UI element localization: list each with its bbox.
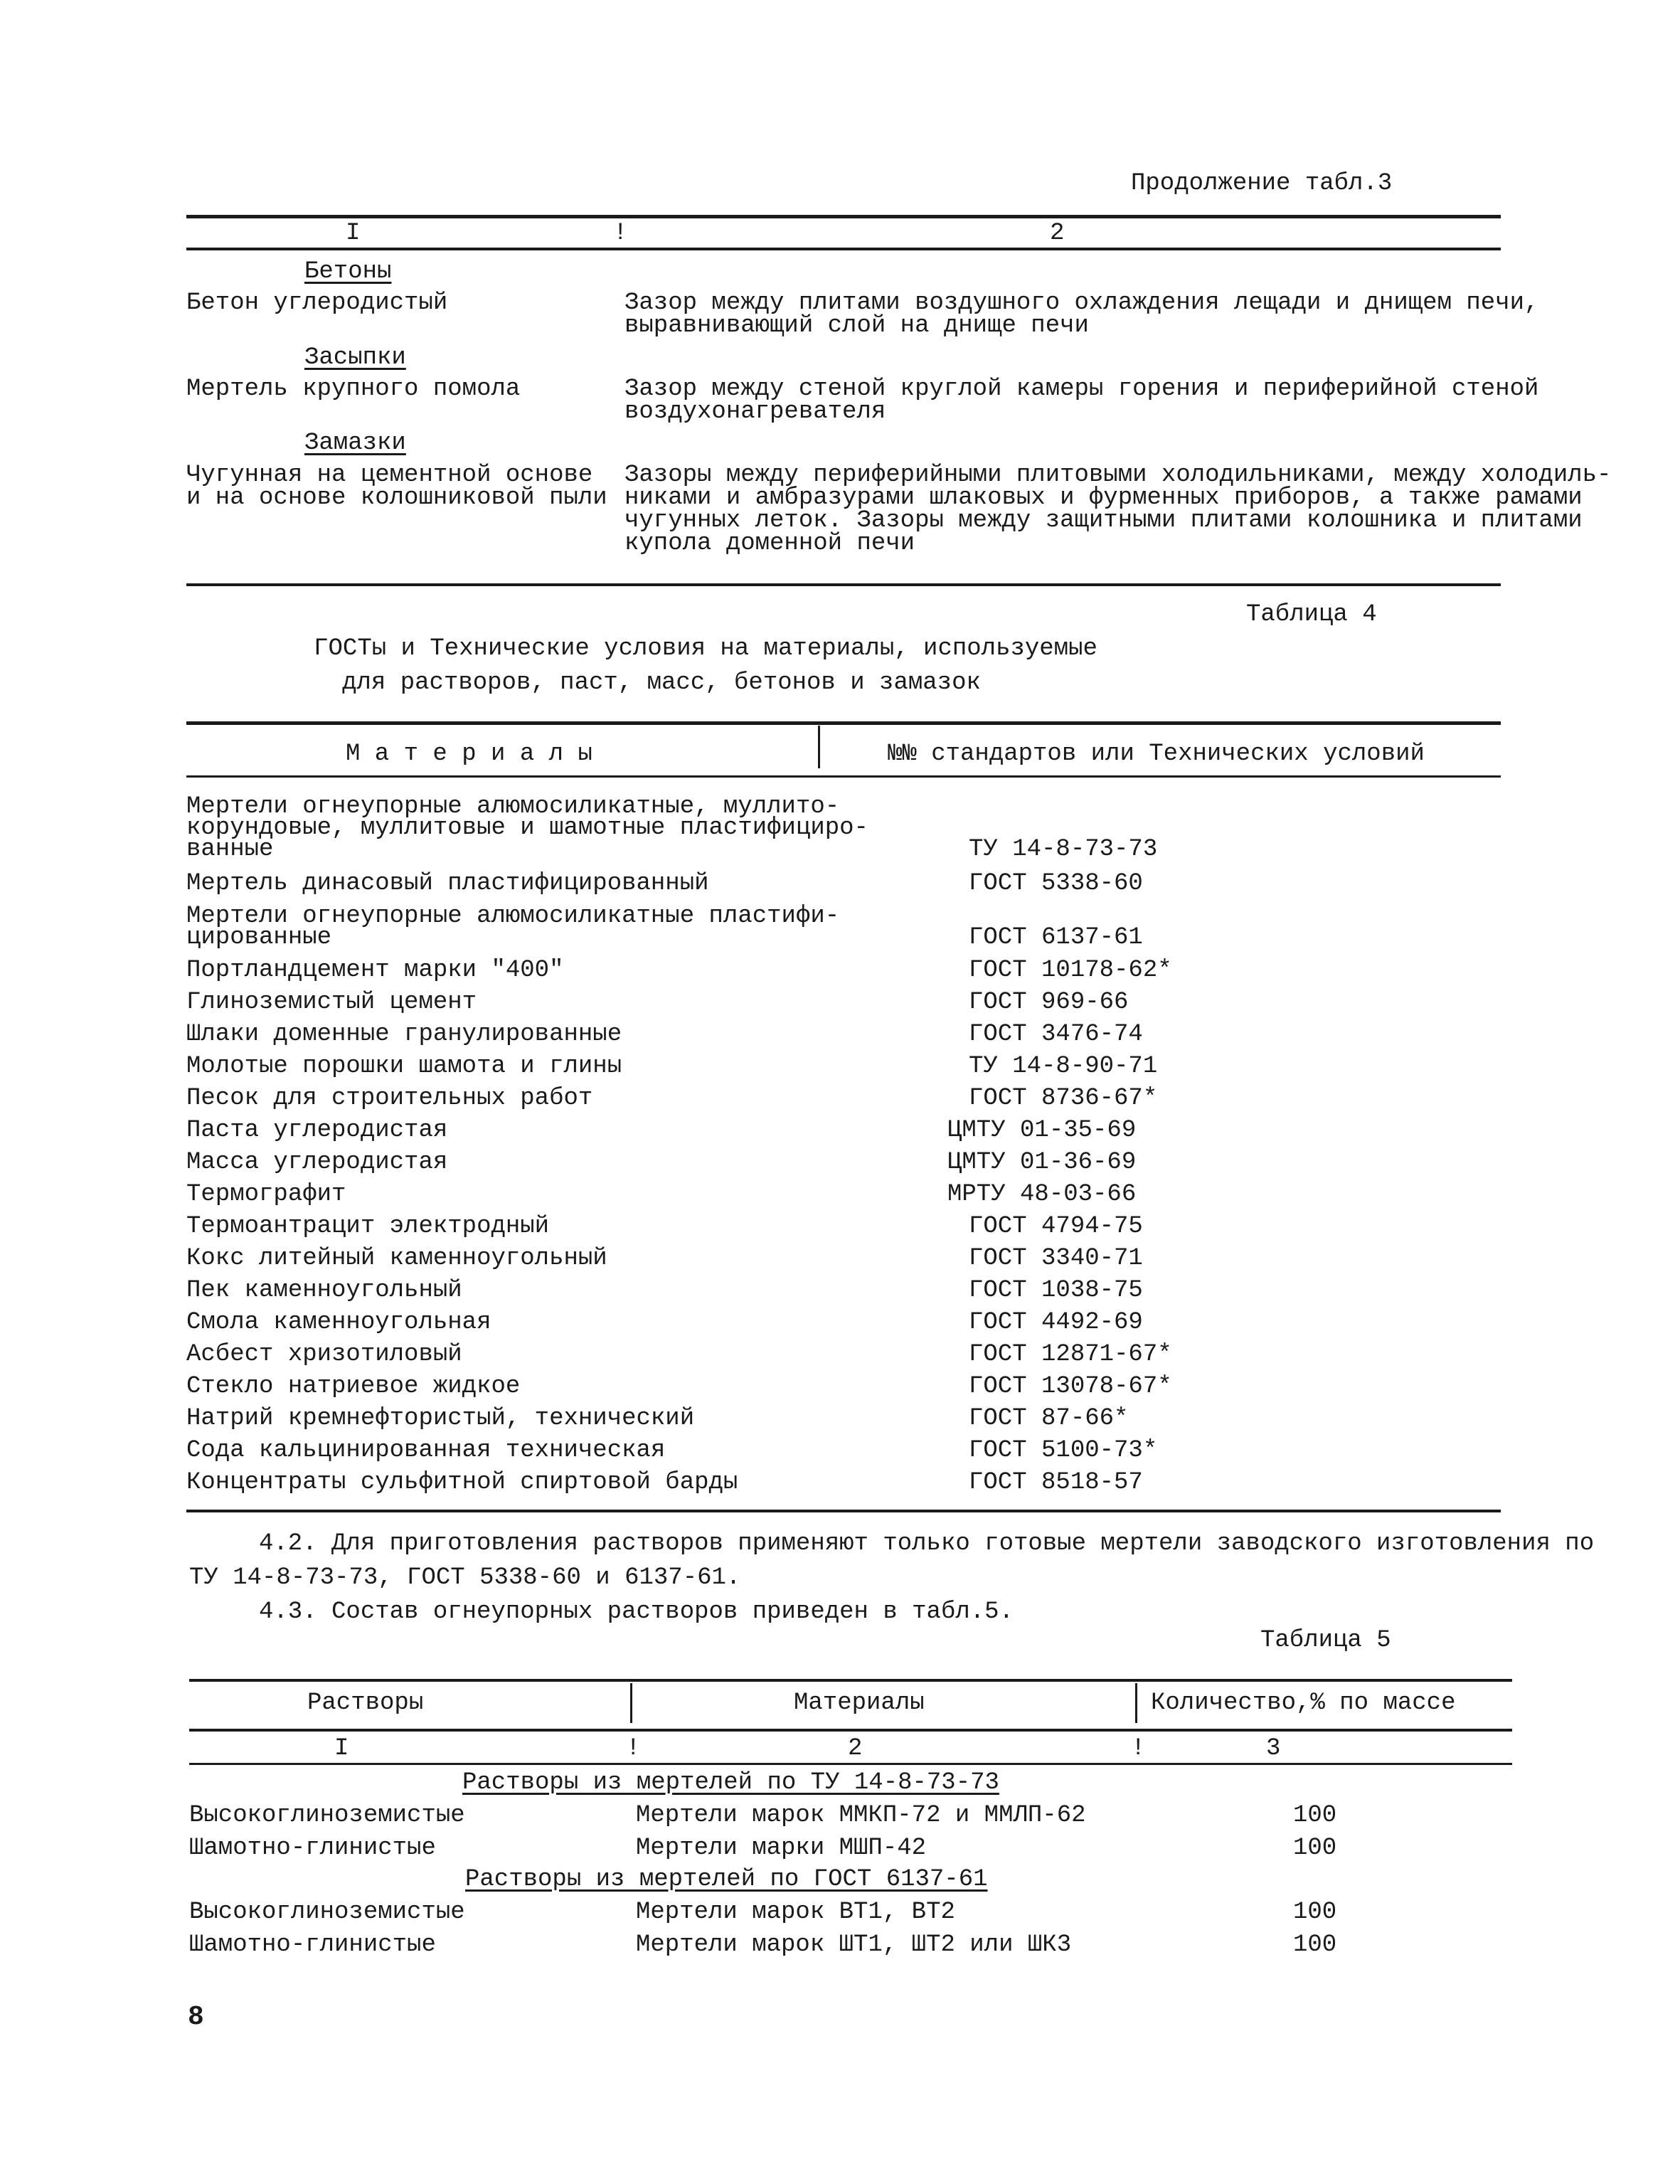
table4-header-rule — [186, 775, 1501, 778]
page-number: 8 — [188, 2002, 204, 2032]
table5-material: Мертели марок ШТ1, ШТ2 или ШК3 — [636, 1931, 1072, 1958]
table5-label: Таблица 5 — [1260, 1627, 1391, 1654]
table4-material: Портландцемент марки "400" — [186, 957, 564, 984]
table5-material: Мертели марки МШП-42 — [636, 1835, 927, 1862]
table4-standard: ГОСТ 5100-73* — [969, 1437, 1158, 1464]
table4-label: Таблица 4 — [1246, 601, 1377, 628]
material-coarse-mortar: Мертель крупного помола — [186, 376, 521, 403]
table4-material: Стекло натриевое жидкое — [186, 1373, 521, 1400]
paragraph-4-3: 4.3. Состав огнеупорных растворов приведен в табл.5. — [259, 1599, 1014, 1626]
table4-material: Сода кальцинированная техническая — [186, 1437, 666, 1464]
table4-material: Термографит — [186, 1181, 346, 1208]
table5-top-rule — [189, 1679, 1512, 1682]
table4-standard: ГОСТ 5338-60 — [969, 870, 1143, 897]
table5-group-heading: Растворы из мертелей по ТУ 14-8-73-73 — [462, 1769, 999, 1796]
material-cast-iron-putty: Чугунная на цементной основе — [186, 462, 593, 489]
table4-standard: ГОСТ 13078-67* — [969, 1373, 1172, 1400]
table5-quantity: 100 — [1293, 1802, 1337, 1829]
table5-col3-number: 3 — [1266, 1735, 1281, 1762]
table4-standard: ЦМТУ 01-36-69 — [947, 1149, 1137, 1176]
table5-solution: Шамотно-глинистые — [189, 1835, 436, 1862]
table3-bottom-rule — [186, 583, 1501, 586]
table5-col2-number: 2 — [848, 1735, 863, 1762]
table5-header-materials: Материалы — [794, 1690, 925, 1717]
table4-standard: ТУ 14-8-90-71 — [969, 1053, 1158, 1080]
table4-header-standards: №№ стандартов или Технических условий — [888, 741, 1425, 768]
use-text-line: никами и амбразурами шлаковых и фурменных приборов, а также рамами — [624, 484, 1583, 511]
table4-standard: ГОСТ 969-66 — [969, 989, 1129, 1016]
use-text-line: купола доменной печи — [624, 530, 915, 557]
table5-material: Мертели марок ММКП-72 и ММЛП-62 — [636, 1802, 1086, 1829]
table5-number-rule — [189, 1763, 1512, 1765]
table5-divider-2 — [1135, 1683, 1137, 1723]
table4-standard: ГОСТ 10178-62* — [969, 957, 1172, 984]
table4-material: Песок для строительных работ — [186, 1085, 593, 1112]
table4-standard: МРТУ 48-03-66 — [947, 1181, 1137, 1208]
table4-material: Глиноземистый цемент — [186, 989, 477, 1016]
use-text-line: Зазор между стеной круглой камеры горения и периферийной стеной — [624, 376, 1539, 403]
table4-title-line: ГОСТы и Технические условия на материалы, используемые — [314, 635, 1097, 662]
table4-standard: ГОСТ 87-66* — [969, 1405, 1129, 1432]
table4-title-line: для растворов, паст, масс, бетонов и замазок — [342, 669, 981, 696]
table4-material: Масса углеродистая — [186, 1149, 448, 1176]
material-cast-iron-putty: и на основе колошниковой пыли — [186, 484, 607, 511]
table4-top-rule — [186, 721, 1501, 725]
table5-quantity: 100 — [1293, 1931, 1337, 1958]
table5-column-separator: ! — [1131, 1735, 1146, 1762]
table4-standard: ГОСТ 8736-67* — [969, 1085, 1158, 1112]
table4-material: Мертели огнеупорные алюмосиликатные пластифи- — [186, 903, 840, 930]
table4-column-divider — [818, 726, 820, 768]
use-text-line: Зазоры между периферийными плитовыми холодильниками, между холодиль- — [624, 462, 1612, 489]
table4-standard: ТУ 14-8-73-73 — [969, 836, 1158, 863]
table5-col1-number: I — [334, 1735, 349, 1762]
table4-material: корундовые, муллитовые и шамотные пластифициро- — [186, 815, 868, 842]
table4-standard: ГОСТ 6137-61 — [969, 924, 1143, 951]
table5-solution: Шамотно-глинистые — [189, 1931, 436, 1958]
use-text-line: Зазор между плитами воздушного охлаждения лещади и днищем печи, — [624, 290, 1539, 317]
table4-standard: ГОСТ 4794-75 — [969, 1213, 1143, 1240]
table4-standard: ГОСТ 1038-75 — [969, 1277, 1143, 1304]
table4-material: Смола каменноугольная — [186, 1309, 491, 1336]
table5-header-rule — [189, 1729, 1512, 1732]
table3-col2-number: 2 — [1050, 220, 1065, 247]
table5-quantity: 100 — [1293, 1899, 1337, 1926]
table3-column-separator: ! — [613, 220, 628, 247]
table4-material: Молотые порошки шамота и глины — [186, 1053, 622, 1080]
table5-material: Мертели марок ВТ1, ВТ2 — [636, 1899, 955, 1926]
table4-standard: ГОСТ 8518-57 — [969, 1469, 1143, 1496]
table5-quantity: 100 — [1293, 1835, 1337, 1862]
table5-group-heading: Растворы из мертелей по ГОСТ 6137-61 — [465, 1866, 988, 1893]
table5-solution: Высокоглиноземистые — [189, 1802, 465, 1829]
table4-material: Пек каменноугольный — [186, 1277, 462, 1304]
table4-standard: ГОСТ 3340-71 — [969, 1245, 1143, 1272]
table3-col1-number: I — [346, 220, 361, 247]
table4-material: Мертель динасовый пластифицированный — [186, 870, 709, 897]
table4-material: Паста углеродистая — [186, 1117, 448, 1144]
table3-caption: Продолжение табл.3 — [1131, 170, 1393, 197]
use-text-line: выравнивающий слой на днище печи — [624, 312, 1089, 339]
table5-header-quantity: Количество,% по массе — [1151, 1690, 1456, 1717]
table5-divider-1 — [630, 1683, 632, 1723]
material-carbon-concrete: Бетон углеродистый — [186, 290, 448, 317]
section-title-putties: Замазки — [304, 430, 406, 457]
paragraph-4-2-line: 4.2. Для приготовления растворов применяют только готовые мертели заводского изготовления по — [259, 1530, 1595, 1557]
table4-material: Кокс литейный каменноугольный — [186, 1245, 607, 1272]
table4-material: Шлаки доменные гранулированные — [186, 1021, 622, 1048]
table4-standard: ГОСТ 3476-74 — [969, 1021, 1143, 1048]
table4-material: Термоантрацит электродный — [186, 1213, 550, 1240]
table5-header-solutions: Растворы — [307, 1690, 424, 1717]
table4-material: Мертели огнеупорные алюмосиликатные, муллито- — [186, 793, 840, 820]
table5-column-separator: ! — [626, 1735, 641, 1762]
section-title-backfills: Засыпки — [304, 344, 406, 371]
table3-top-rule — [186, 215, 1501, 218]
table4-bottom-rule — [186, 1510, 1501, 1512]
table4-standard: ГОСТ 12871-67* — [969, 1341, 1172, 1368]
use-text-line: чугунных леток. Зазоры между защитными плитами колошника и плитами — [624, 507, 1583, 534]
paragraph-4-2-line: ТУ 14-8-73-73, ГОСТ 5338-60 и 6137-61. — [189, 1564, 741, 1591]
table4-material: Натрий кремнефтористый, технический — [186, 1405, 695, 1432]
table4-standard: ЦМТУ 01-35-69 — [947, 1117, 1137, 1144]
section-title-concretes: Бетоны — [304, 258, 392, 285]
table4-material: Концентраты сульфитной спиртовой барды — [186, 1469, 738, 1496]
table4-material: Асбест хризотиловый — [186, 1341, 462, 1368]
table4-header-materials: М а т е р и а л ы — [346, 741, 592, 768]
use-text-line: воздухонагревателя — [624, 398, 886, 425]
table4-material: цированные — [186, 924, 332, 951]
table4-standard: ГОСТ 4492-69 — [969, 1309, 1143, 1336]
table3-header-rule — [186, 248, 1501, 250]
table4-material: ванные — [186, 836, 274, 863]
table5-solution: Высокоглиноземистые — [189, 1899, 465, 1926]
